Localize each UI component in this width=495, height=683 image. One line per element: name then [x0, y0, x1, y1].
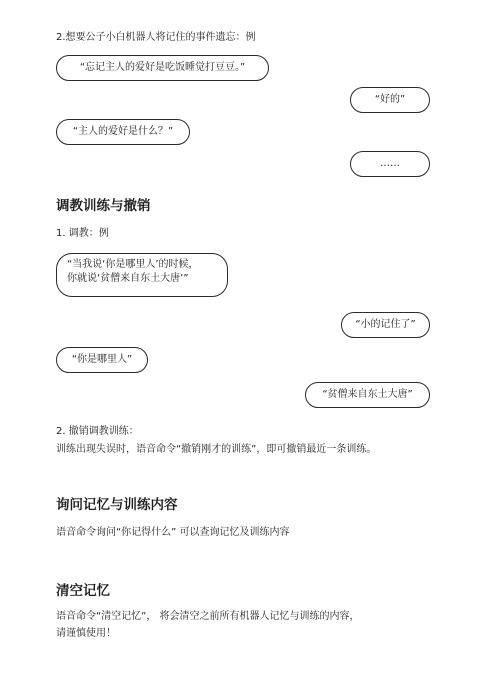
query-desc: 语音命令询问“你记得什么” 可以查询记忆及训练内容 — [56, 527, 290, 538]
section-heading-training: 调教训练与撤销 — [56, 198, 151, 214]
user-bubble-forget: “忘记主人的爱好是吃饭睡觉打豆豆。” — [56, 55, 269, 81]
user-bubble-teach — [56, 253, 228, 297]
robot-bubble-answer: “贫僧来自东土大唐” — [305, 382, 430, 408]
teach-line-2: 你就说‘贫僧来自东土大唐’” — [67, 273, 189, 284]
user-bubble-where-from: “你是哪里人” — [56, 347, 148, 373]
forget-intro: 2.想要公子小白机器人将记住的事件遗忘：例 — [56, 32, 256, 43]
teach-line-1: “当我说‘你是哪里人’的时候， — [67, 259, 199, 270]
training-step2-desc: 训练出现失误时，语音命令“撤销刚才的训练”，即可撤销最近一条训练。 — [56, 444, 377, 455]
training-step1: 1. 调教：例 — [56, 228, 109, 239]
robot-bubble-ok: “好的” — [350, 87, 430, 113]
clear-desc-line2: 请谨慎使用！ — [56, 628, 116, 639]
training-step2: 2. 撤销调教训练： — [56, 426, 139, 437]
robot-bubble-remembered: “小的记住了” — [341, 312, 430, 338]
user-bubble-ask-hobby: “主人的爱好是什么？” — [56, 119, 190, 145]
section-heading-query: 询问记忆与训练内容 — [56, 497, 178, 513]
robot-bubble-ellipsis: …… — [350, 151, 430, 177]
clear-desc-line1: 语音命令“清空记忆”， 将会清空之前所有机器人记忆与训练的内容， — [56, 611, 360, 622]
section-heading-clear: 清空记忆 — [56, 583, 110, 599]
